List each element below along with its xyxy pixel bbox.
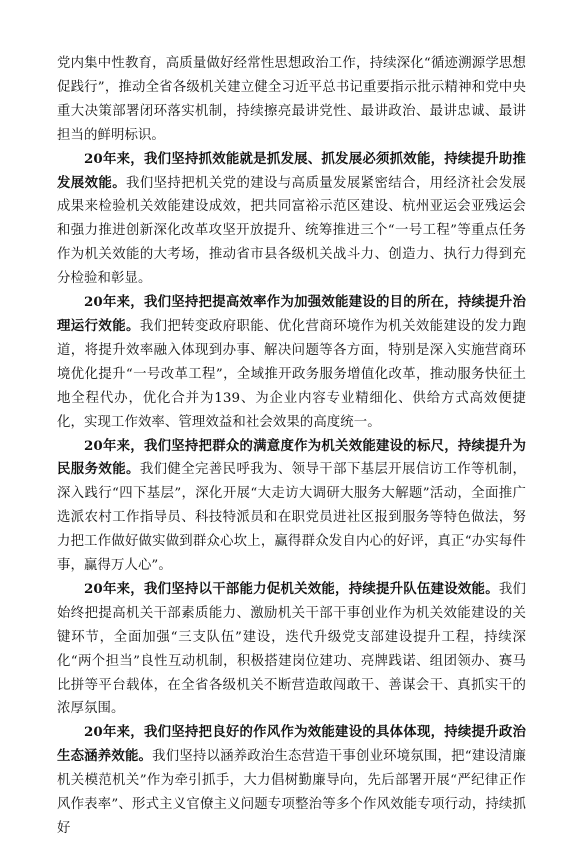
paragraph-6-body: 我们坚持以涵养政治生态营造干事创业环境氛围，把“建设清廉机关模范机关”作为牵引抓手，大力倡树勤廉导向，先后部署开展“严纪律正作风作表率”、形式主义官僚主义问题专项整治等多个作风效能专项行动，持续抓好 bbox=[57, 749, 526, 836]
paragraph-2-lead: 20年来，我们坚持抓效能就是抓发展、抓发展必须抓效能，持续提升助推发展效能。 bbox=[57, 150, 526, 191]
paragraph-3 bbox=[57, 291, 526, 434]
paragraph-3-lead: 20年来，我们坚持把提高效率作为加强效能建设的目的所在，持续提升治理运行效能。 bbox=[57, 294, 526, 334]
paragraph-1-body: 党内集中性教育，高质量做好经常性思想政治工作，持续深化“循迹溯源学思想促践行”，推动全省各级机关建立健全习近平总书记重要指示批示精神和党中央重大决策部署闭环落实机制，持续擦亮最讲党性、最讲政治、最讲忠诚、最讲担当的鲜明标识。 bbox=[57, 56, 526, 143]
paragraph-4 bbox=[57, 435, 526, 578]
paragraph-3-body: 我们把转变政府职能、优化营商环境作为机关效能建设的发力跑道，将提升效率融入体现到办事、解决问题等各方面，特别是深入实施营商环境优化提升“一号改革工程”，全域推开政务服务增值化改革，推动服务快征土地全程代办，优化合并为139、为企业内容专业精细化、供给方式高效便捷化，实现工作效率、管理效益和社会效果的高度统一。 bbox=[57, 318, 526, 430]
paragraph-5-body: 我们始终把提高机关干部素质能力、激励机关干部干事创业作为机关效能建设的关键环节，全面加强“三支队伍”建设，迭代升级党支部建设提升工程，持续深化“两个担当”良性互动机制，积极搭建岗位建功、亮牌践诺、组团领办、赛马比拼等平台载体，在全省各级机关不断营造敢闯敢干、善谋会干、真抓实干的浓厚氛围。 bbox=[57, 581, 527, 717]
paragraph-1 bbox=[57, 52, 526, 148]
paragraph-5 bbox=[57, 578, 526, 721]
paragraph-2 bbox=[57, 148, 526, 291]
paragraph-6-lead: 20年来，我们坚持把良好的作风作为效能建设的具体体现，持续提升政治生态涵养效能。 bbox=[57, 724, 526, 765]
paragraph-5-lead: 20年来，我们坚持以干部能力促机关效能，持续提升队伍建设效能。 bbox=[84, 580, 499, 597]
paragraph-4-lead: 20年来，我们坚持把群众的满意度作为机关效能建设的标尺，持续提升为民服务效能。 bbox=[57, 437, 526, 478]
paragraph-6 bbox=[57, 721, 526, 841]
paragraph-4-body: 我们健全完善民呼我为、领导干部下基层开展信访工作等机制，深入践行“四下基层”，深化开展“大走访大调研大服务大解题”活动，全面推广选派农村工作指导员、科技特派员和在职党员进社区报到服务等特色做法，努力把工作做好做实做到群众心坎上，赢得群众发自内心的好评，真正“办实每件事，赢得万人心”。 bbox=[57, 462, 526, 574]
paragraph-2-body: 我们坚持把机关党的建设与高质量发展紧密结合，用经济社会发展成果来检验机关效能建设成效，把共同富裕示范区建设、杭州亚运会亚残运会和强力推进创新深化改革攻坚开放提升、统筹推进三个“一号工程”等重点任务作为机关效能的大考场，推动省市县各级机关战斗力、创造力、执行力得到充分检验和彰显。 bbox=[57, 175, 526, 287]
